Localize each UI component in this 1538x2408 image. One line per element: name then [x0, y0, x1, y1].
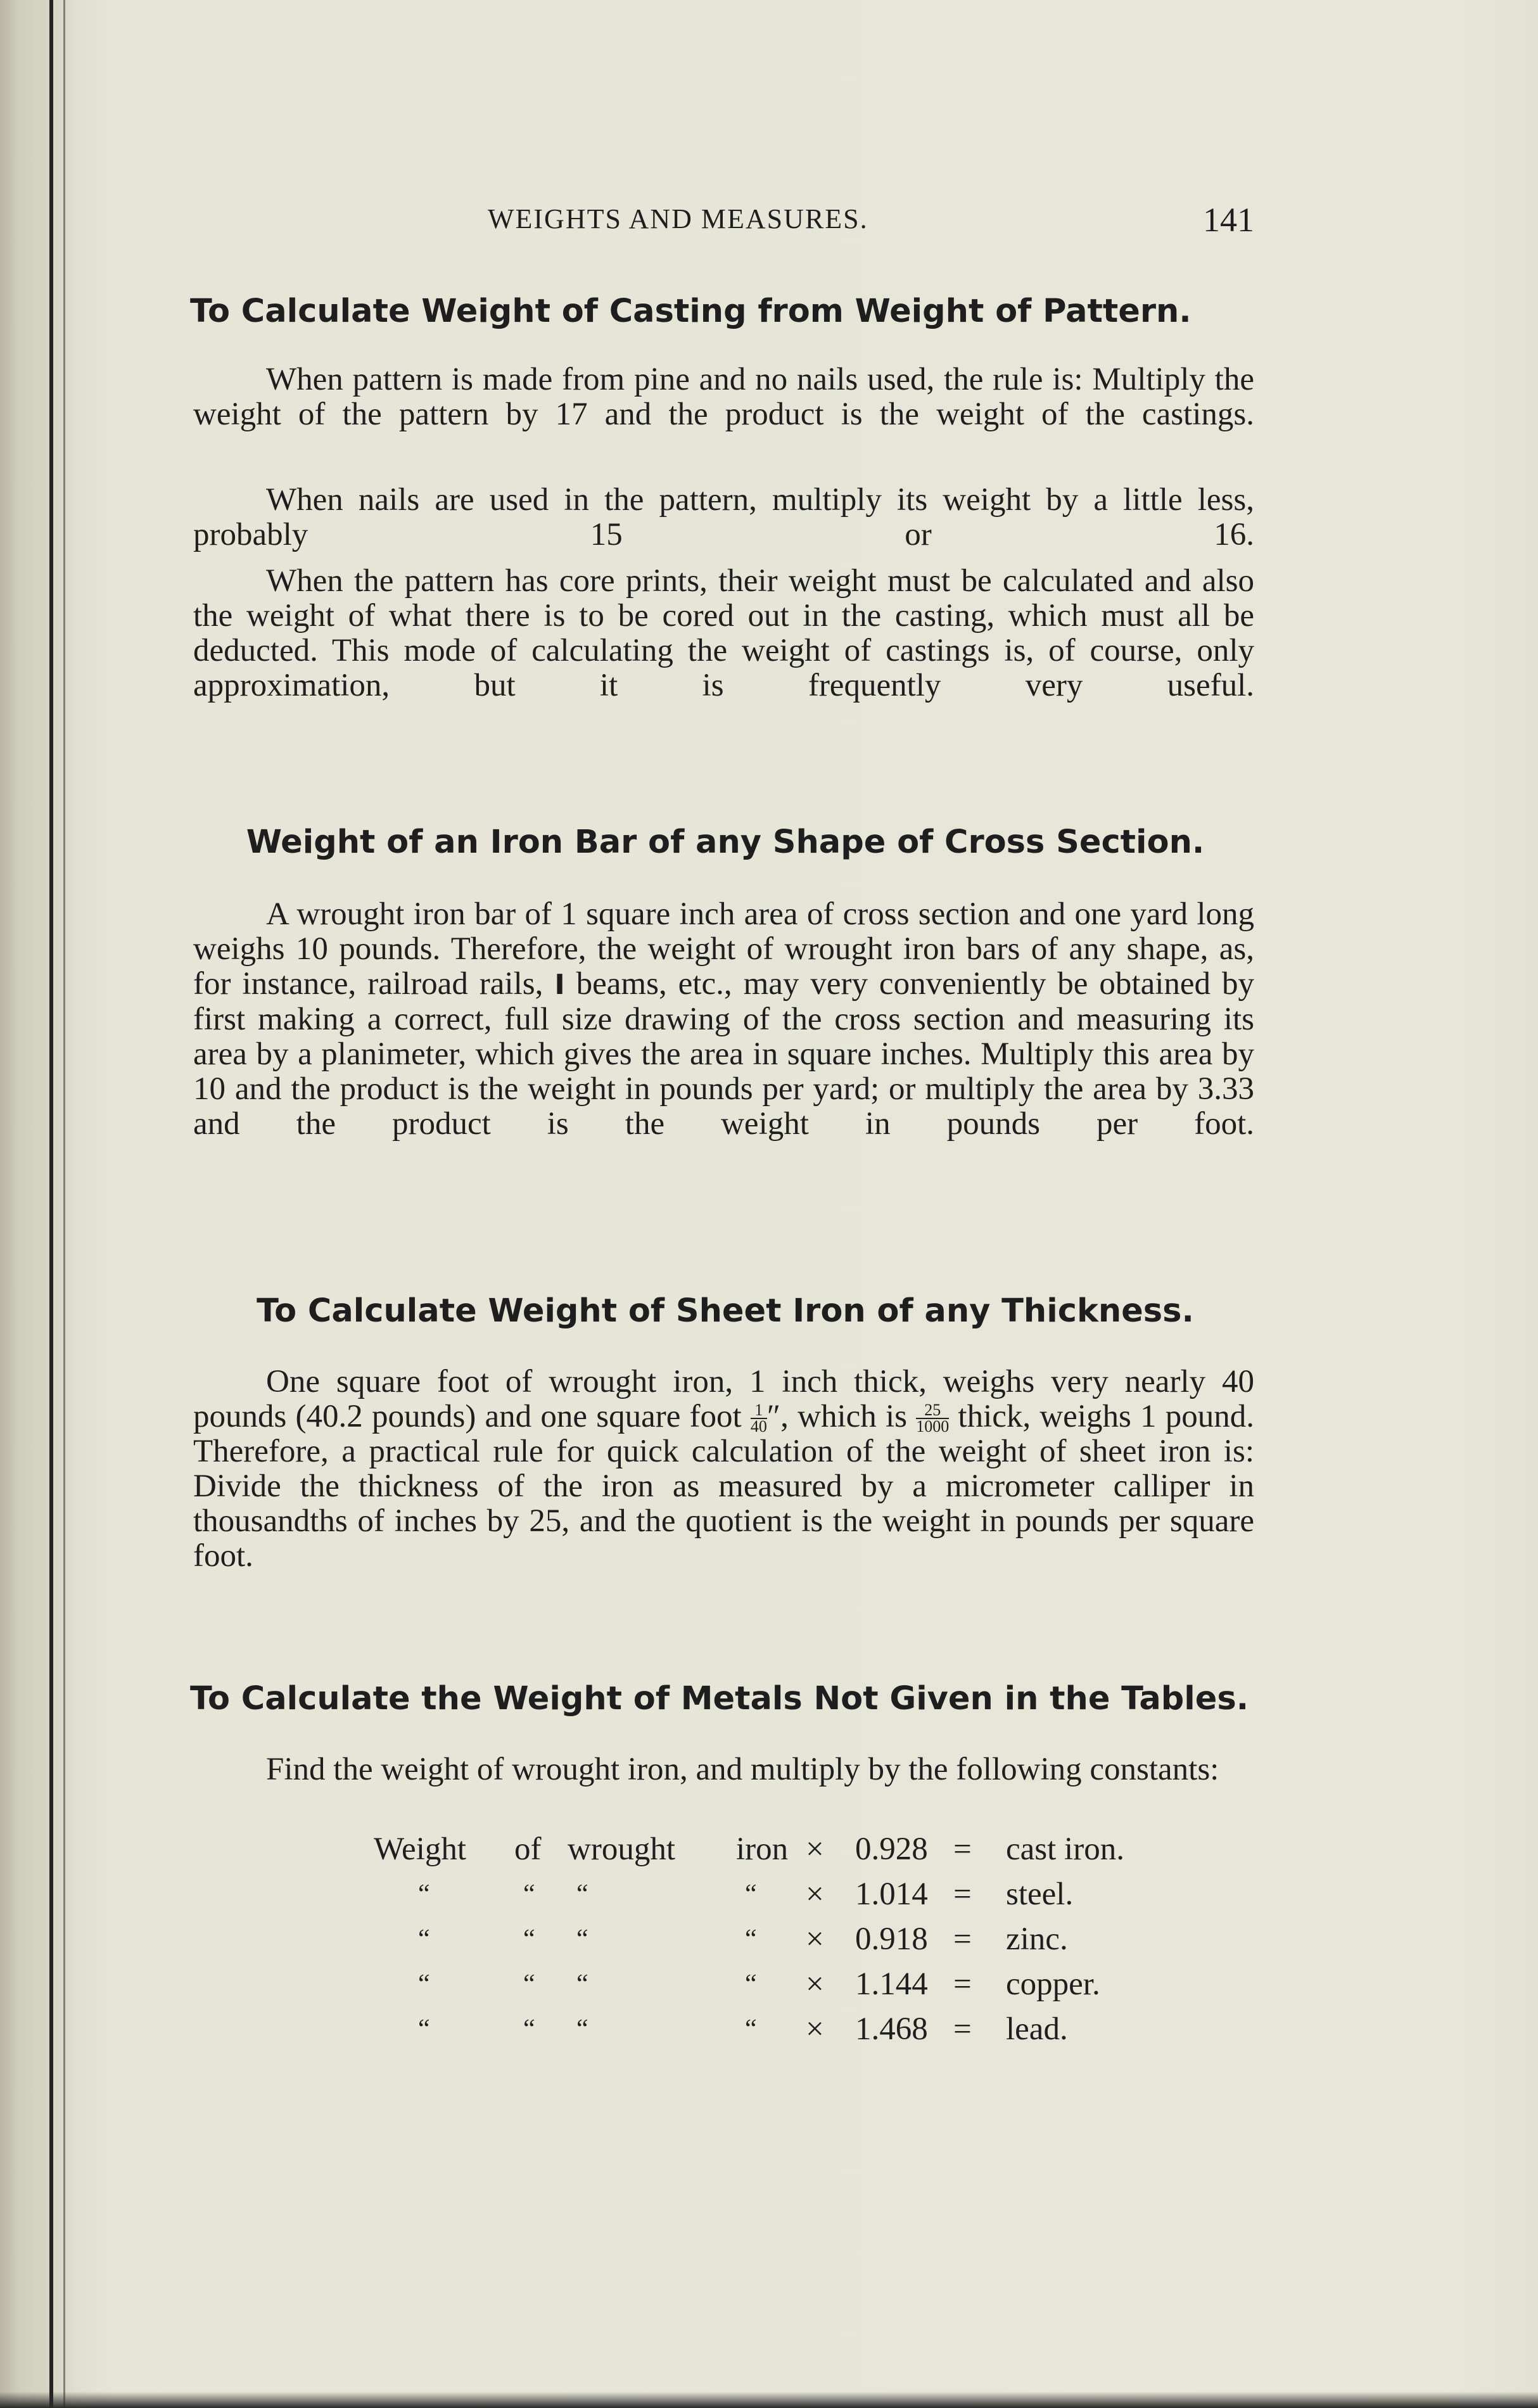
- spine-edge-shadow: [63, 0, 65, 2408]
- fraction-numerator: 25: [916, 1403, 949, 1419]
- paragraph-text: A wrought iron bar of 1 square inch area of cross section and one yard long weighs 10 pounds. Therefore, the weight of wrought iron bars of any shape, as, for instance, railroad rails,: [193, 896, 1254, 1002]
- equals-sign: =: [953, 2011, 972, 2047]
- paragraph-text: One square foot of wrought iron, 1 inch thick, weighs very nearly 40 pounds (40.2 pounds) and one square foot: [193, 1364, 1254, 1434]
- paragraph: When pattern is made from pine and no nails used, the rule is: Multiply the weight of the pattern by 17 and the product is the weight of the castings.: [193, 362, 1254, 432]
- fraction-numerator: 1: [751, 1403, 767, 1419]
- metal-name: lead.: [1006, 2011, 1068, 2047]
- paragraph-text: thick, weighs 1 pound. Therefore, a practical rule for quick calculation of the weight of sheet iron is: Divide the thickness of the iron as measured by a micrometer calliper in thousandths of inches by 25, and the quotient is the weight in pounds per square foot.: [193, 1399, 1255, 1574]
- constant-value: 1.468: [855, 2011, 928, 2047]
- ditto-mark: “: [576, 2015, 588, 2044]
- ditto-mark: “: [523, 1880, 535, 1909]
- paragraph-text: ″, which is: [766, 1399, 907, 1434]
- ditto-mark: “: [523, 1970, 535, 1999]
- metal-name: cast iron.: [1006, 1831, 1124, 1867]
- equals-sign: =: [953, 1966, 972, 2002]
- metal-name: copper.: [1006, 1966, 1100, 2002]
- constant-value: 0.928: [855, 1831, 928, 1867]
- ditto-mark: “: [418, 1970, 430, 1999]
- ditto-mark: “: [523, 2015, 535, 2044]
- metal-name: steel.: [1006, 1876, 1074, 1912]
- constant-value: 1.144: [855, 1966, 928, 2002]
- fraction-denominator: 40: [750, 1417, 767, 1436]
- ditto-mark: “: [745, 1970, 757, 1999]
- ditto-mark: “: [576, 1880, 588, 1909]
- ditto-mark: “: [576, 1925, 588, 1954]
- times-sign: ×: [806, 2011, 824, 2047]
- page-number: 141: [1203, 201, 1254, 239]
- label-word: of: [514, 1831, 542, 1867]
- paragraph: When nails are used in the pattern, multiply its weight by a little less, probably 15 or 16.: [193, 482, 1254, 552]
- page-bottom-edge: [0, 2392, 1538, 2408]
- running-head: WEIGHTS AND MEASURES.: [488, 203, 868, 234]
- fraction-denominator: 1000: [916, 1417, 950, 1436]
- i-beam-symbol: I: [554, 969, 565, 1001]
- ditto-mark: “: [418, 1880, 430, 1909]
- times-sign: ×: [806, 1831, 824, 1867]
- section-heading: To Calculate Weight of Casting from Weight of Pattern.: [190, 293, 1192, 330]
- ditto-mark: “: [745, 1925, 757, 1954]
- fraction: [751, 1403, 767, 1434]
- constant-value: 0.918: [855, 1921, 928, 1957]
- paragraph: When the pattern has core prints, their weight must be calculated and also the weight of what there is to be cored out in the casting, which must all be deducted. This mode of calculating the weight of castings is, of course, only approximation, but it is frequently very useful.: [193, 563, 1254, 703]
- ditto-mark: “: [576, 1970, 588, 1999]
- ditto-mark: “: [418, 2015, 430, 2044]
- paragraph-text: beams, etc., may very conveniently be obtained by first making a correct, full size drawing of the cross section and measuring its area by a planimeter, which gives the area in square inches. Multiply this area by 10 and the product is the weight in pounds per yard; or multiply the area by 3.33 and the product is the weight in pounds per foot.: [193, 966, 1254, 1142]
- paragraph: Find the weight of wrought iron, and multiply by the following constants:: [266, 1752, 1219, 1787]
- times-sign: ×: [806, 1966, 824, 2002]
- equals-sign: =: [953, 1831, 972, 1867]
- metal-name: zinc.: [1006, 1921, 1068, 1957]
- paragraph: [193, 1365, 1254, 1609]
- ditto-mark: “: [418, 1925, 430, 1954]
- equals-sign: =: [953, 1921, 972, 1957]
- label-word: iron: [736, 1831, 789, 1867]
- times-sign: ×: [806, 1876, 824, 1912]
- label-word: Weight: [374, 1831, 467, 1867]
- times-sign: ×: [806, 1921, 824, 1957]
- fraction: [916, 1403, 949, 1434]
- paragraph: [193, 897, 1254, 1176]
- ditto-mark: “: [745, 2015, 757, 2044]
- page-header: [190, 203, 1254, 241]
- section-heading: Weight of an Iron Bar of any Shape of Cross Section.: [246, 824, 1205, 861]
- constant-value: 1.014: [855, 1876, 928, 1912]
- ditto-mark: “: [745, 1880, 757, 1909]
- section-heading: To Calculate Weight of Sheet Iron of any Thickness.: [257, 1292, 1194, 1330]
- spine-edge: [49, 0, 53, 2408]
- ditto-mark: “: [523, 1925, 535, 1954]
- equals-sign: =: [953, 1876, 972, 1912]
- label-word: wrought: [568, 1831, 675, 1867]
- section-heading: To Calculate the Weight of Metals Not Given in the Tables.: [190, 1680, 1249, 1717]
